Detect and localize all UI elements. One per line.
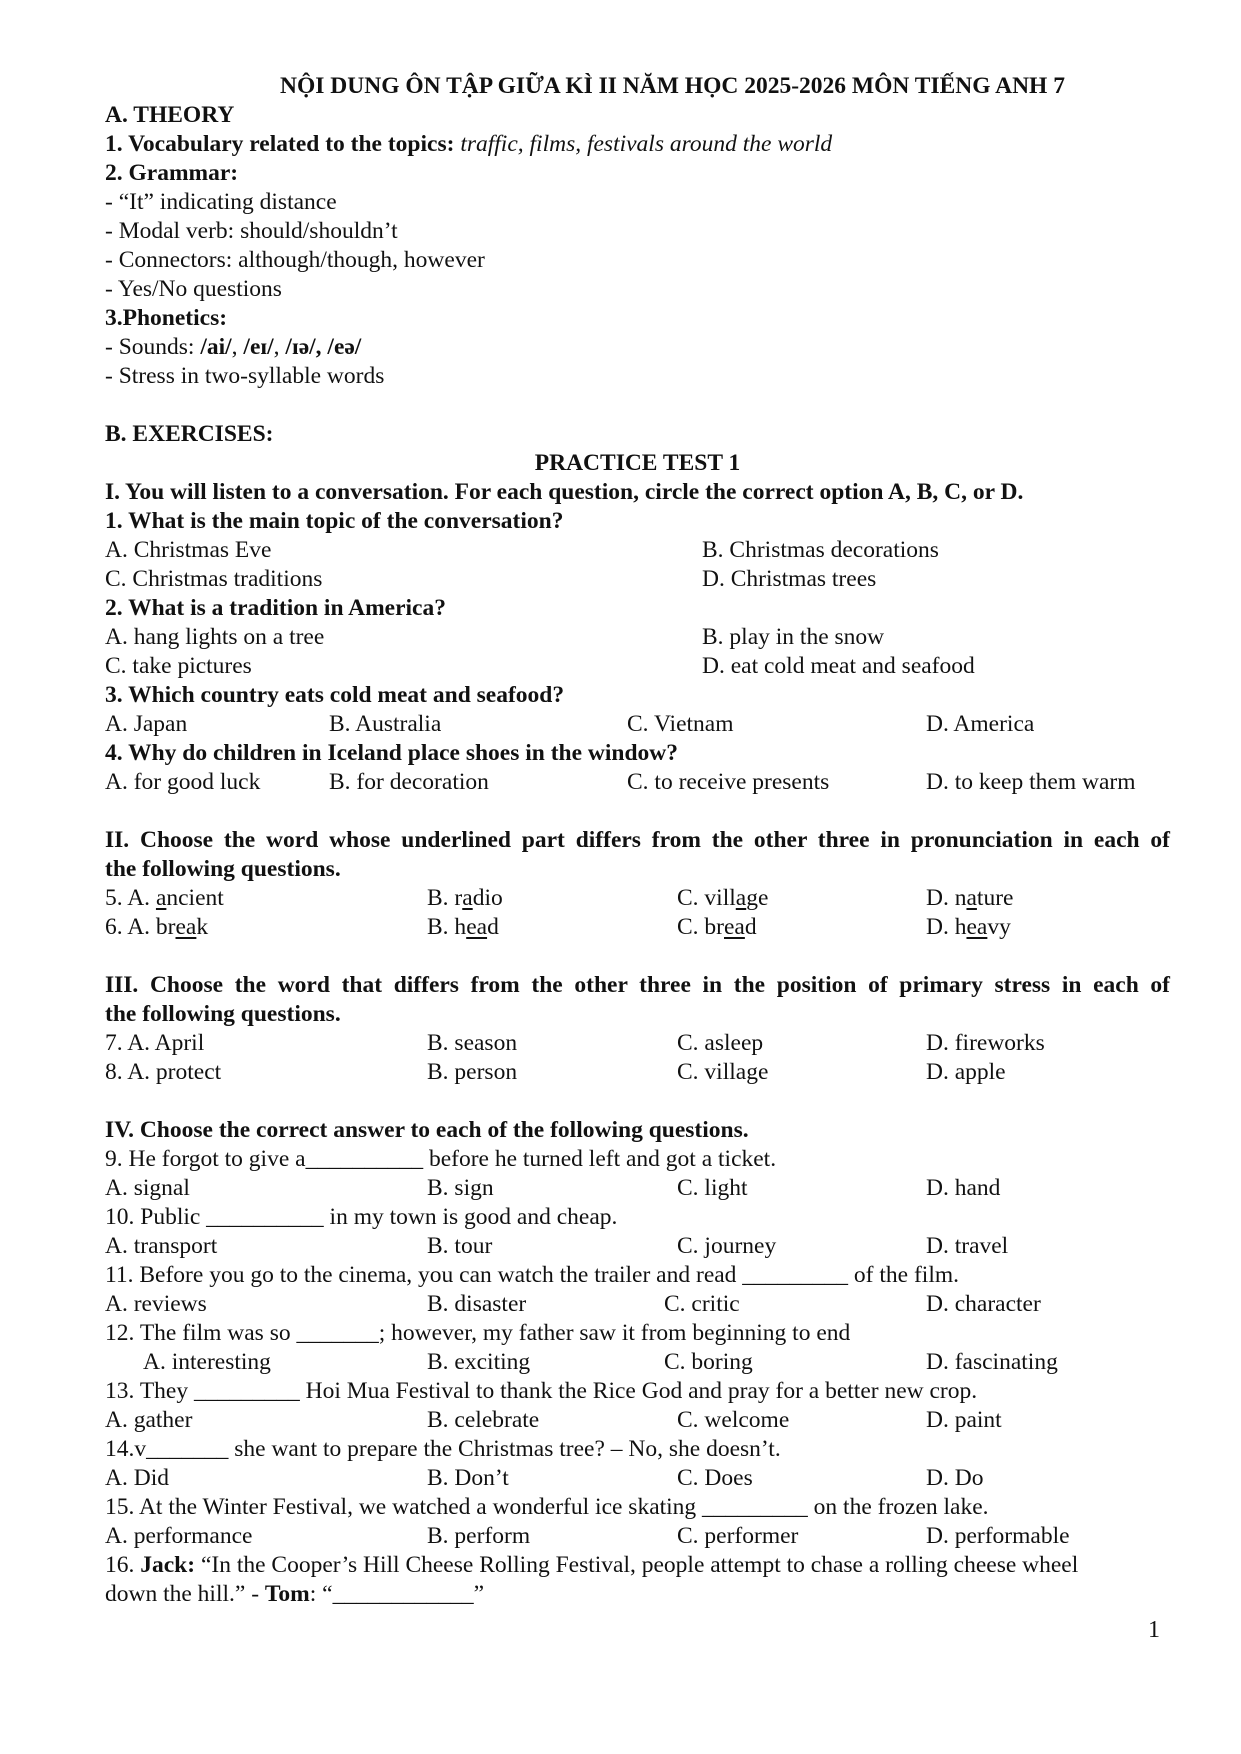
option-a: A. reviews (105, 1291, 207, 1317)
question-2-options-row (105, 652, 1170, 681)
option-a: 5. A. ancient (105, 885, 224, 911)
option-c: C. welcome (677, 1407, 790, 1433)
section-2-instruction-cont: the following questions. (105, 856, 341, 882)
option-d: D. Christmas trees (702, 566, 877, 592)
option-d: D. to keep them warm (926, 769, 1136, 795)
option-b: B. tour (427, 1233, 493, 1259)
option-c: C. Christmas traditions (105, 566, 323, 592)
question-12: 12. The film was so _______; however, my father saw it from beginning to end (105, 1320, 851, 1346)
option-b: B. season (427, 1030, 518, 1056)
option-d: D. Do (926, 1465, 984, 1491)
vocabulary-line (105, 130, 1170, 159)
option-d: D. heavy (926, 914, 1011, 940)
option-c: C. asleep (677, 1030, 764, 1056)
phonetics-heading: 3.Phonetics: (105, 305, 228, 331)
underlined-part: a (966, 885, 977, 911)
section-4-instruction: IV. Choose the correct answer to each of the following questions. (105, 1117, 749, 1143)
question-12-options-row (105, 1348, 1170, 1377)
option-a: 7. A. April (105, 1030, 205, 1056)
question-1-options-row (105, 565, 1170, 594)
section-1-instruction: I. You will listen to a conversation. For each question, circle the correct option A, B, C, or D. (105, 479, 1024, 505)
question-11-options-row (105, 1290, 1170, 1319)
underlined-part: a (462, 885, 473, 911)
question-4: 4. Why do children in Iceland place shoes in the window? (105, 740, 679, 766)
question-1: 1. What is the main topic of the conversation? (105, 508, 564, 534)
option-c: C. to receive presents (627, 769, 830, 795)
option-c: C. take pictures (105, 653, 252, 679)
option-a: A. interesting (143, 1349, 271, 1375)
question-4-options-row (105, 768, 1170, 797)
option-d: D. eat cold meat and seafood (702, 653, 975, 679)
option-b: B. play in the snow (702, 624, 885, 650)
option-a: A. Did (105, 1465, 169, 1491)
option-b: B. radio (427, 885, 503, 911)
question-14-options-row (105, 1464, 1170, 1493)
stress-item: - Stress in two-syllable words (105, 363, 385, 389)
option-b: B. person (427, 1059, 518, 1085)
option-c: C. boring (664, 1349, 753, 1375)
page-title: NỘI DUNG ÔN TẬP GIỮA KÌ II NĂM HỌC 2025-2026 MÔN TIẾNG ANH 7 (280, 73, 1065, 99)
question-8-row (105, 1058, 1170, 1087)
question-16-cont: down the hill.” - Tom: “____________” (105, 1581, 485, 1607)
speaker-jack: Jack: (140, 1552, 196, 1578)
option-a: A. gather (105, 1407, 193, 1433)
option-a: A. Japan (105, 711, 188, 737)
option-d: D. paint (926, 1407, 1002, 1433)
option-d: D. America (926, 711, 1035, 737)
option-d: D. nature (926, 885, 1014, 911)
option-c: C. journey (677, 1233, 777, 1259)
option-d: D. apple (926, 1059, 1006, 1085)
option-d: D. hand (926, 1175, 1001, 1201)
option-c: C. Does (677, 1465, 753, 1491)
underlined-part: ea (466, 914, 488, 940)
option-b: B. sign (427, 1175, 494, 1201)
vocabulary-topics: traffic, films, festivals around the world (460, 131, 833, 157)
underlined-part: ea (966, 914, 988, 940)
option-b: B. Australia (329, 711, 442, 737)
option-c: C. village (677, 1059, 769, 1085)
option-b: B. head (427, 914, 499, 940)
sound-symbol: /eɪ/ (243, 334, 274, 360)
option-a: A. Christmas Eve (105, 537, 272, 563)
sound-symbol: /eə/ (327, 334, 362, 360)
question-7-row (105, 1029, 1170, 1058)
question-13: 13. They _________ Hoi Mua Festival to thank the Rice God and pray for a better new crop. (105, 1378, 978, 1404)
question-2-options-row (105, 623, 1170, 652)
sound-symbol: /ai/ (200, 334, 232, 360)
sound-symbol: /ɪə/ (285, 334, 316, 360)
sounds-prefix: - Sounds: (105, 334, 201, 360)
option-a: A. for good luck (105, 769, 261, 795)
practice-test-title: PRACTICE TEST 1 (534, 450, 741, 476)
option-b: B. disaster (427, 1291, 527, 1317)
grammar-item: - “It” indicating distance (105, 189, 337, 215)
option-c: C. Vietnam (627, 711, 734, 737)
question-14: 14.v_______ she want to prepare the Christmas tree? – No, she doesn’t. (105, 1436, 781, 1462)
option-b: B. Don’t (427, 1465, 509, 1491)
option-d: D. travel (926, 1233, 1009, 1259)
page-number: 1 (1148, 1617, 1160, 1643)
underlined-part: ea (175, 914, 197, 940)
option-a: 8. A. protect (105, 1059, 222, 1085)
option-d: D. fireworks (926, 1030, 1045, 1056)
question-3-options-row (105, 710, 1170, 739)
option-c: C. performer (677, 1523, 799, 1549)
section-2-instruction: II. Choose the word whose underlined part differs from the other three in pronunciation in each of (105, 827, 1170, 853)
grammar-heading: 2. Grammar: (105, 160, 239, 186)
option-b: B. perform (427, 1523, 531, 1549)
question-15-options-row (105, 1522, 1170, 1551)
underlined-part: a (155, 885, 167, 911)
option-a: A. performance (105, 1523, 253, 1549)
question-9-options-row (105, 1174, 1170, 1203)
option-d: D. character (926, 1291, 1041, 1317)
option-b: B. Christmas decorations (702, 537, 939, 563)
question-2: 2. What is a tradition in America? (105, 595, 446, 621)
option-c: C. light (677, 1175, 748, 1201)
question-3: 3. Which country eats cold meat and seafood? (105, 682, 565, 708)
document-page (105, 72, 1170, 1609)
grammar-item: - Connectors: although/though, however (105, 247, 485, 273)
option-c: C. village (677, 885, 769, 911)
option-b: B. for decoration (329, 769, 489, 795)
option-a: A. hang lights on a tree (105, 624, 325, 650)
option-b: B. exciting (427, 1349, 531, 1375)
underlined-part: ea (724, 914, 745, 940)
question-13-options-row (105, 1406, 1170, 1435)
theory-heading: A. THEORY (105, 102, 235, 128)
question-15: 15. At the Winter Festival, we watched a wonderful ice skating _________ on the frozen lake. (105, 1494, 989, 1520)
section-3-instruction-cont: the following questions. (105, 1001, 341, 1027)
question-16: 16. Jack: “In the Cooper’s Hill Cheese Rolling Festival, people attempt to chase a rolling cheese wheel (105, 1552, 1079, 1578)
vocabulary-label: 1. Vocabulary related to the topics: (105, 131, 461, 157)
option-a: A. transport (105, 1233, 218, 1259)
exercises-heading: B. EXERCISES: (105, 421, 274, 447)
question-11: 11. Before you go to the cinema, you can watch the trailer and read _________ of the film. (105, 1262, 959, 1288)
underlined-part: a (735, 885, 747, 911)
question-10-options-row (105, 1232, 1170, 1261)
question-5-row (105, 884, 1170, 913)
speaker-tom: Tom (264, 1581, 310, 1607)
question-10: 10. Public __________ in my town is good and cheap. (105, 1204, 618, 1230)
sounds-line: - Sounds: /ai/, /eɪ/, /ɪə/, /eə/ (105, 334, 362, 360)
question-6-row (105, 913, 1170, 942)
question-9: 9. He forgot to give a__________ before he turned left and got a ticket. (105, 1146, 777, 1172)
option-d: D. fascinating (926, 1349, 1058, 1375)
option-b: B. celebrate (427, 1407, 540, 1433)
option-a: A. signal (105, 1175, 190, 1201)
question-1-options-row (105, 536, 1170, 565)
grammar-item: - Modal verb: should/shouldn’t (105, 218, 398, 244)
option-a: 6. A. break (105, 914, 209, 940)
option-c: C. bread (677, 914, 757, 940)
grammar-item: - Yes/No questions (105, 276, 282, 302)
option-d: D. performable (926, 1523, 1070, 1549)
section-3-instruction: III. Choose the word that differs from the other three in the position of primary stress in each of (105, 972, 1170, 998)
option-c: C. critic (664, 1291, 740, 1317)
